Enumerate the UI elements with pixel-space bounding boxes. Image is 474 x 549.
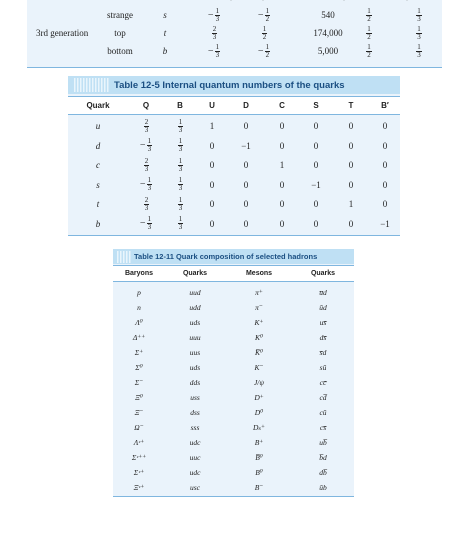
table-row [113, 345, 354, 359]
t-value: 0 [348, 160, 354, 170]
table-row [68, 215, 400, 233]
table-header [113, 266, 354, 281]
meson-symbol: B⁰ [255, 467, 263, 477]
s-value: 0 [313, 140, 319, 151]
meson-symbol: B̅⁰ [255, 452, 263, 462]
s-value: 0 [313, 218, 319, 229]
table-row [68, 156, 400, 174]
c-value: 0 [279, 218, 285, 229]
charge-cell: − $\frac{1}{3}$ [207, 42, 220, 59]
title-stripes-decoration [74, 78, 110, 92]
meson-quarks: u̅d [319, 287, 327, 297]
meson-symbol: B⁺ [254, 437, 264, 447]
b-value: $\frac{1}{3}$ [178, 117, 183, 134]
d-value: 0 [243, 121, 249, 131]
table-header [68, 97, 400, 114]
q-value: $\frac{2}{3}$ [144, 156, 149, 173]
cut-off-glyph: · [262, 0, 264, 4]
quark-symbol: b [95, 218, 101, 229]
table-row [113, 300, 354, 314]
meson-symbol: B⁻ [254, 482, 264, 492]
quark-symbol: s [96, 179, 100, 190]
u-value: 0 [209, 140, 215, 151]
u-value: 0 [209, 218, 215, 229]
mass-cell: 540 [321, 10, 335, 20]
cut-off-glyph: · [343, 0, 345, 4]
header-baryons: Baryons [124, 270, 153, 277]
table-row [113, 285, 354, 299]
baryon-symbol: Ξᶜ⁺ [133, 482, 145, 492]
baryon-quarks: uuu [189, 332, 201, 342]
meson-symbol: K̅⁰ [254, 347, 263, 357]
fraction-cell: $\frac{1}{2}$ [367, 24, 371, 41]
baryon-symbol: Σ⁻ [134, 377, 144, 387]
fraction-cell: $\frac{1}{2}$ [367, 42, 371, 59]
spin-cell: − $\frac{1}{2}$ [257, 6, 270, 23]
table-row [113, 450, 354, 464]
table-title: Table 12-5 Internal quantum numbers of the quarks [114, 79, 345, 91]
charge-cell: $\frac{2}{3}$ [212, 24, 217, 41]
b-prime-value: 0 [382, 199, 388, 209]
table-row [113, 330, 354, 344]
quark-symbol: b [162, 46, 168, 56]
table-row [113, 360, 354, 374]
c-value: 0 [279, 121, 285, 131]
q-value: $\frac{2}{3}$ [144, 117, 149, 134]
d-value: −1 [241, 140, 251, 151]
quark-symbol: t [163, 28, 167, 38]
quark-symbol: u [95, 121, 101, 131]
d-value: 0 [243, 218, 249, 229]
mass-cell: 5,000 [317, 46, 339, 56]
c-value: 0 [279, 199, 285, 209]
fraction-cell: $\frac{1}{3}$ [417, 6, 421, 23]
quark-name: strange [107, 10, 133, 20]
baryon-symbol: Σᶜ⁺⁺ [131, 452, 147, 462]
header-quark: Quark [86, 101, 110, 110]
q-value: − $\frac{1}{3}$ [139, 137, 152, 153]
baryon-quarks: uds [189, 317, 201, 327]
table-row [68, 137, 400, 155]
meson-quarks: cū [319, 407, 327, 417]
meson-quarks: cs̅ [319, 422, 327, 432]
meson-symbol: J/ψ [253, 377, 265, 387]
baryon-quarks: uuc [189, 452, 201, 462]
b-prime-value: 0 [382, 121, 388, 131]
header-c: C [279, 101, 285, 110]
meson-quarks: ūb [319, 482, 327, 492]
meson-symbol: π⁻ [255, 302, 263, 312]
table-row [113, 480, 354, 494]
baryon-quarks: udc [189, 467, 201, 477]
b-prime-value: 0 [382, 140, 388, 151]
header-b: B [177, 101, 183, 110]
q-value: − $\frac{1}{3}$ [139, 215, 152, 231]
meson-quarks: ds̅ [319, 332, 327, 342]
baryon-symbol: p [137, 287, 141, 297]
s-value: 0 [313, 121, 319, 131]
table-12-4-fragment [27, 0, 442, 68]
u-value: 0 [209, 199, 215, 209]
header-d: D [243, 101, 249, 110]
d-value: 0 [243, 179, 249, 190]
quark-symbol: c [96, 160, 100, 170]
fraction-cell: $\frac{1}{2}$ [367, 6, 371, 23]
meson-quarks: db̅ [319, 467, 327, 477]
b-value: $\frac{1}{3}$ [178, 215, 183, 231]
header-s: S [313, 101, 319, 110]
baryon-symbol: Σ⁺ [134, 347, 144, 357]
meson-quarks: us̅ [319, 317, 327, 327]
baryon-symbol: Σᶜ⁺ [133, 467, 145, 477]
quark-name: bottom [107, 46, 133, 56]
baryon-symbol: Σ⁰ [135, 362, 143, 372]
u-value: 0 [209, 179, 215, 190]
meson-quarks: sū [319, 362, 327, 372]
q-value: $\frac{2}{3}$ [144, 195, 149, 212]
table-12-5 [68, 76, 400, 236]
table-title: Table 12-11 Quark composition of selected hadrons [134, 252, 318, 261]
meson-symbol: D⁺ [254, 392, 264, 402]
baryon-quarks: uud [189, 287, 201, 297]
meson-quarks: b̅d [319, 452, 327, 462]
table-row [113, 435, 354, 449]
t-value: 0 [348, 218, 354, 229]
meson-symbol: π⁺ [255, 287, 263, 297]
table-row [113, 420, 354, 434]
t-value: 1 [348, 199, 354, 209]
table-row [113, 375, 354, 389]
t-value: 0 [348, 121, 354, 131]
header-q: Q [142, 101, 150, 110]
c-value: 1 [279, 160, 285, 170]
meson-quarks: cc̅ [319, 377, 327, 387]
table-row [113, 405, 354, 419]
mass-cell: 174,000 [313, 28, 343, 38]
baryon-symbol: Λ⁰ [135, 317, 143, 327]
b-prime-value: −1 [380, 218, 390, 229]
header-meson-quarks: Quarks [310, 270, 336, 277]
table-row [68, 176, 400, 194]
baryon-symbol: Ω⁻ [134, 422, 144, 432]
table-row [113, 315, 354, 329]
d-value: 0 [243, 199, 249, 209]
meson-quarks: cd̅ [319, 392, 327, 402]
u-value: 0 [209, 160, 215, 170]
baryon-quarks: udc [189, 437, 201, 447]
b-value: $\frac{1}{3}$ [178, 195, 183, 212]
baryon-quarks: dds [189, 377, 201, 387]
header-rule-bottom [113, 281, 354, 282]
table-bottom-rule [68, 235, 400, 236]
baryon-symbol: Λᶜ⁺ [133, 437, 145, 447]
s-value: 0 [313, 199, 319, 209]
header-u: U [209, 101, 215, 110]
header-mesons: Mesons [245, 270, 273, 277]
spin-cell: − $\frac{1}{2}$ [257, 42, 270, 59]
header-b-prime: B′ [381, 101, 389, 110]
meson-symbol: K⁰ [254, 332, 263, 342]
header-t: T [348, 101, 354, 110]
s-value: −1 [311, 179, 321, 190]
baryon-symbol: Ξ⁰ [135, 392, 143, 402]
header-rule-top [68, 96, 400, 97]
cut-off-glyph: · [230, 0, 232, 4]
header-rule-top [113, 265, 354, 266]
meson-symbol: K⁻ [254, 362, 264, 372]
meson-quarks: ūd [319, 302, 327, 312]
table-row [113, 465, 354, 479]
b-prime-value: 0 [382, 179, 388, 190]
table-row [68, 117, 400, 135]
quark-name: top [114, 28, 126, 38]
b-prime-value: 0 [382, 160, 388, 170]
baryon-quarks: udd [189, 302, 201, 312]
baryon-quarks: uus [189, 347, 201, 357]
spin-cell: $\frac{1}{2}$ [262, 24, 267, 41]
d-value: 0 [243, 160, 249, 170]
header-rule-bottom [68, 114, 400, 115]
meson-symbol: Dₛ⁺ [253, 422, 265, 432]
baryon-quarks: uds [189, 362, 201, 372]
baryon-symbol: Δ⁺⁺ [132, 332, 146, 342]
charge-cell: − $\frac{1}{3}$ [207, 6, 220, 23]
baryon-quarks: dss [190, 407, 200, 417]
baryon-symbol: n [137, 302, 141, 312]
generation-label: 3rd generation [36, 28, 89, 38]
c-value: 0 [279, 179, 285, 190]
u-value: 1 [209, 121, 215, 131]
quark-symbol: t [96, 199, 100, 209]
baryon-quarks: uss [190, 392, 200, 402]
quark-symbol: d [95, 140, 101, 151]
table-12-11 [113, 249, 354, 497]
header-baryon-quarks: Quarks [182, 270, 208, 277]
cut-off-glyph: · [406, 0, 408, 4]
baryon-quarks: sss [190, 422, 200, 432]
fraction-cell: $\frac{1}{3}$ [417, 24, 421, 41]
b-value: $\frac{1}{3}$ [178, 176, 183, 192]
b-value: $\frac{1}{3}$ [178, 156, 183, 173]
c-value: 0 [279, 140, 285, 151]
meson-quarks: s̅d [319, 347, 327, 357]
quark-symbol: s [163, 10, 167, 20]
q-value: − $\frac{1}{3}$ [139, 176, 152, 192]
meson-symbol: D⁰ [254, 407, 264, 417]
title-stripes-decoration [117, 251, 131, 263]
b-value: $\frac{1}{3}$ [178, 137, 183, 153]
table-row [27, 40, 442, 62]
baryon-quarks: usc [190, 482, 200, 492]
table-row [68, 195, 400, 213]
table-title-bar [68, 76, 400, 94]
baryon-symbol: Ξ⁻ [134, 407, 144, 417]
s-value: 0 [313, 160, 319, 170]
fraction-cell: $\frac{1}{3}$ [417, 42, 421, 59]
meson-symbol: K⁺ [254, 317, 264, 327]
table-row [113, 390, 354, 404]
t-value: 0 [348, 179, 354, 190]
table-title-bar [113, 249, 354, 264]
table-bottom-rule [113, 496, 354, 497]
table-bottom-rule [27, 67, 442, 69]
t-value: 0 [348, 140, 354, 151]
meson-quarks: ub̅ [319, 437, 327, 447]
